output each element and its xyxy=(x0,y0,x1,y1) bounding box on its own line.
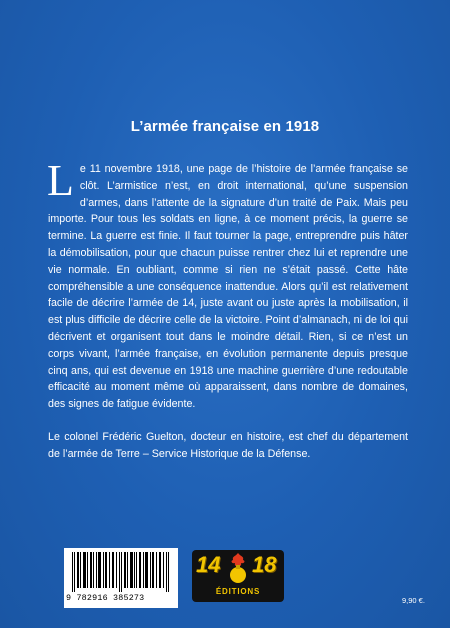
drop-cap: L xyxy=(47,156,74,205)
logo-left-number: 14 xyxy=(196,552,221,577)
barcode-digits: 9 782916 385273 xyxy=(66,593,145,603)
cover-title: L’armée française en 1918 xyxy=(130,118,320,135)
summary-paragraph xyxy=(47,156,408,413)
author-bio: Le colonel Frédéric Guelton, docteur en histoire, est chef du département de l’armée de Terre – Service Historique de la Défense. xyxy=(48,430,408,460)
cover-text xyxy=(47,156,408,463)
price: 9,90 €. xyxy=(402,596,425,605)
publisher-logo xyxy=(192,550,284,602)
barcode-bars xyxy=(72,552,170,592)
grenade-emblem-icon xyxy=(226,551,250,587)
summary-text: e 11 novembre 1918, une page de l’histoire de l’armée française se clôt. L’armistice n’est, en droit international, qu’une suspension d’armes, dans l’attente de la signature d’un traité de Paix. Mais peu importe. Pour tous les soldats en ligne, à ce moment précis, la guerre se termine. La guerre est finie. Il faut tourner la page, entreprendre puis hâter la démobilisation, pour que chacun puisse rentrer chez lui et reprendre une vie normale. En oubliant, comme si rien ne s’était passé. Cette hâte compréhensible a une conséquence inattendue. Alors qu’il est relativement facile de décrire l’armée de 14, juste avant ou juste après la mobilisation, il est plus difficile de décrire celle de la victoire. Point d’almanach, ni de loi qui décrivent et organisent tout dans le moindre détail. Rien, si ce n’est un corps vivant, l’armée française, en évolution permanente depuis presque cinq ans, qui est devenue en 1918 une machine guerrière d’une redoutable efficacité au moment même où apparaissent, dans nombre de domaines, des signes de fatigue évidente. xyxy=(48,163,408,411)
barcode xyxy=(64,548,178,608)
logo-editions: ÉDITIONS xyxy=(215,587,261,596)
logo-right-number: 18 xyxy=(252,552,277,577)
